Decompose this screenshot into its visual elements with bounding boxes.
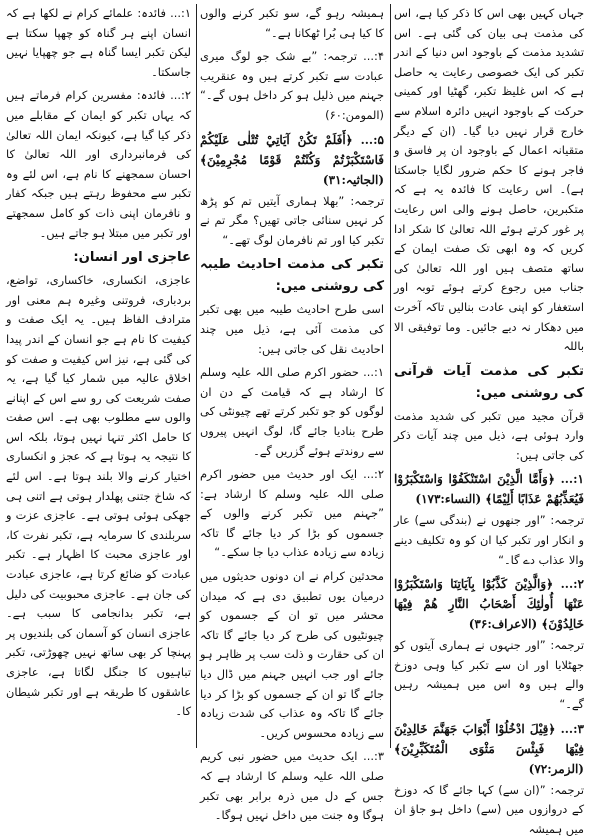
text-column-right xyxy=(394,4,584,836)
section-heading: تکبر کی مذمت آیات قرآنی کی روشنی میں: xyxy=(394,363,584,401)
paragraph: ۱:... فائدہ: علمائے کرام نے لکھا ہے کہ انسان اپنے ہر گناہ کو چھپا سکتا ہے لیکن تکبر ایسا گناہ ہے جو چھپایا نہیں جاسکتا۔ xyxy=(6,6,191,79)
text-column-middle xyxy=(200,4,384,823)
paragraph: ترجمہ: ”اور جنھوں نے (بندگی سے) عار و انکار اور تکبر کیا ان کو وہ تکلیف دینے والا عذاب دے گا۔“ xyxy=(394,513,584,567)
paragraph: ۳:... ایک حدیث میں حضور نبی کریم صلی اللہ علیہ وسلم کا ارشاد ہے کہ جس کے دل میں ذرہ برابر بھی تکبر ہوگا وہ جنت میں داخل نہیں ہوگا۔ xyxy=(200,749,384,823)
paragraph: عاجزی، انکساری، خاکساری، تواضع، بردباری، فروتنی وغیرہ ہم معنی اور مترادف الفاظ ہیں۔ یہ ایک صفت و کیفیت کا نام ہے جو انسان کے اندر پیدا کی گئی ہے، نیز اس کیفیت و صفت کو اخلاق عالیہ میں شمار کیا گیا ہے، یہ صفت شریعت کی رو سے اس کے اپنانے والوں سے مطلوب بھی ہے۔ اس صفت کا حامل اکثر تنہا نہیں ہوتا، بلکہ اس کا نتیجہ یہ ہوتا ہے کہ عجز و انکساری اختیار کرنے والا بلند ہوتا ہے۔ اس لئے کہ شاخ جتنی پھلدار ہوتی ہے اتنی ہی جھکی ہوئی ہوتی ہے۔ عاجزی عزت و سربلندی کا سرمایہ ہے، تکبر نفرت کا، اور عاجزی محبت کا اظہار ہے۔ تکبر عبادت کو ضائع کرتا ہے، عاجزی عبادت کی جان ہے۔ عاجزی محبوبیت کی دلیل ہے، تکبر بدانجامی کا سبب ہے۔ عاجزی انسان کو آسمان کی بلندیوں پر پہنچا کر بھی ساتھ نہیں چھوڑتی، تکبر تباہیوں کا جنگل لگاتا ہے، عاجزی عاشقوں کا طریقہ ہے اور تکبر شیطان کا۔ xyxy=(6,273,191,719)
section-heading: تکبر کی مذمت احادیث طیبہ کی روشنی میں: xyxy=(200,257,384,295)
text-column-left xyxy=(6,4,191,750)
quran-verse: ۵:... ﴿أَفَلَمْ تَكُنْ آيَاتِيْ تُتْلٰى عَلَيْكُمْ فَاسْتَكْبَرْتُمْ وَكُنْتُمْ قَوْمًا مُجْرِمِيْنَ﴾ (الجاثیہ:۳۱) xyxy=(200,132,384,187)
paragraph: ۲:... فائدہ: مفسرین کرام فرماتے ہیں کہ یہاں تکبر کو ایمان کے مقابلے میں ذکر کیا گیا ہے، کیونکہ ایمان اللہ تعالیٰ کی فرمانبرداری اور اللہ تعالیٰ کا احسان سمجھنے کا نام ہے، اس لئے وہ تکبر سے محفوظ رہتے ہیں جبکہ کفار و نافرمان اپنی ذات کو کامل سمجھتے اور تکبر میں مبتلا ہو جاتے ہیں۔ xyxy=(6,88,191,240)
paragraph: ترجمہ: ”بھلا ہماری آیتیں تم کو پڑھ کر نہیں سنائی جاتی تھیں؟ مگر تم نے تکبر کیا اور تم نافرمان لوگ تھے۔“ xyxy=(200,193,384,247)
quran-verse: ۲:... ﴿وَالَّذِيْنَ كَذَّبُوْا بِآيَاتِنَا وَاسْتَكْبَرُوْا عَنْهَا أُولٰئِكَ أَصْحَابُ النَّارِ هُمْ فِيْهَا خَالِدُوْنَ﴾ (الاعراف:۳۶) xyxy=(394,577,584,632)
paragraph: محدثین کرام نے ان دونوں حدیثوں میں درمیان یوں تطبیق دی ہے کہ میدان محشر میں تو ان کے جسموں کو چیونٹیوں کی طرح کر دیا جائے گا تاکہ ان کی حقارت و ذلت سب پر ظاہر ہو جائے اور جب انہیں جہنم میں ڈال دیا جائے گا تو ان کے جسموں کو بڑا کر دیا جائے گا تاکہ وہ عذاب کی شدت زیادہ سے زیادہ محسوس کریں۔ xyxy=(200,569,384,740)
paragraph: ۲:... ایک اور حدیث میں حضور اکرم صلی اللہ علیہ وسلم کا ارشاد ہے: ”جہنم میں تکبر کرنے والوں کے جسموں کو بڑا کر دیا جائے گا تاکہ زیادہ سے زیادہ عذاب دیا جا سکے۔“ xyxy=(200,467,384,560)
paragraph: اسی طرح احادیث طیبہ میں بھی تکبر کی مذمت آئی ہے، ذیل میں چند احادیث نقل کی جاتی ہیں: xyxy=(200,302,384,356)
paragraph: ۴:... ترجمہ: ”بے شک جو لوگ میری عبادت سے تکبر کرتے ہیں وہ عنقریب جہنم میں ذلیل ہو کر داخل ہوں گے۔“ (المومن:۶۰) xyxy=(200,49,384,122)
section-heading: عاجزی اور انسان: xyxy=(73,250,191,266)
paragraph: جہاں کہیں بھی اس کا ذکر کیا ہے، اس کی مذمت ہی بیان کی گئی ہے۔ اس تشدید مذمت کے باوجود اس دنیا کے اندر تکبر کی ایک خصوصی رعایت یہ حاصل ہے کہ اس غلیظ تکبر، گھٹیا اور کمینی حرکت کے باوجود انہیں دائرہ اسلام سے خارج قرار نہیں دیا گیا۔ (ان کے دیگر متقیانہ اعمال کے باوجود ان پر فاسق و فاجر ہونے کا حکم ضرور لگایا جاسکتا ہے)۔ اس رعایت کا فائدہ یہ ہے کہ متکبرین، حاصل ہونے والی اس رعایت پر غور کرتے ہوئے اللہ تعالیٰ کا شکر ادا کریں کہ وہ ابھی تک صفت ایمان کے ساتھ متصف ہیں اور اللہ تعالیٰ کی جناب میں رجوع کرتے ہوئے توبہ اور استغفار کو اپنی عادت بنالیں تاکہ آخرت میں دھکار نہ دیے جائیں۔ وما توفیقی الا باللہ xyxy=(394,6,584,354)
paragraph: قرآن مجید میں تکبر کی شدید مذمت وارد ہوئی ہے، ذیل میں چند آیات ذکر کی جاتی ہیں: xyxy=(394,408,584,462)
paragraph: ترجمہ: ”اور جنہوں نے ہماری آیتوں کو جھٹلایا اور ان سے تکبر کیا وہی دوزخ والے ہیں وہ اس میں ہمیشہ رہیں گے۔“ xyxy=(394,638,584,712)
column-divider-right xyxy=(390,4,391,748)
quran-verse: ۱:... ﴿وَأَمَّا الَّذِيْنَ اسْتَنْكَفُوْا وَاسْتَكْبَرُوْا فَيُعَذِّبُهُمْ عَذَابًا أَلِيْمًا﴾ (النساء:۱۷۳) xyxy=(394,472,584,507)
paragraph: ترجمہ: ”(ان سے) کہا جائے گا کہ دوزخ کے دروازوں میں (سے) داخل ہو جاؤ ان میں ہمیشہ xyxy=(394,782,584,836)
paragraph: ہمیشہ رہو گے، سو تکبر کرنے والوں کا کیا ہی بُرا ٹھکانا ہے۔“ xyxy=(200,6,384,40)
quran-verse: ۳:... ﴿قِيْلَ ادْخُلُوْا أَبْوَابَ جَهَنَّمَ خَالِدِيْنَ فِيْهَا فَبِئْسَ مَثْوَى الْمُتَكَبِّرِيْنَ﴾ (الزمر:۷۲) xyxy=(394,721,584,776)
paragraph: ۱:... حضور اکرم صلی اللہ علیہ وسلم کا ارشاد ہے کہ قیامت کے دن ان لوگوں کو جو تکبر کرتے تھے چیونٹی کی طرح بنادیا جائے گا، لوگ انہیں پیروں سے روندتے ہوئے گزریں گے۔ xyxy=(200,365,384,458)
column-divider-left xyxy=(196,4,197,748)
